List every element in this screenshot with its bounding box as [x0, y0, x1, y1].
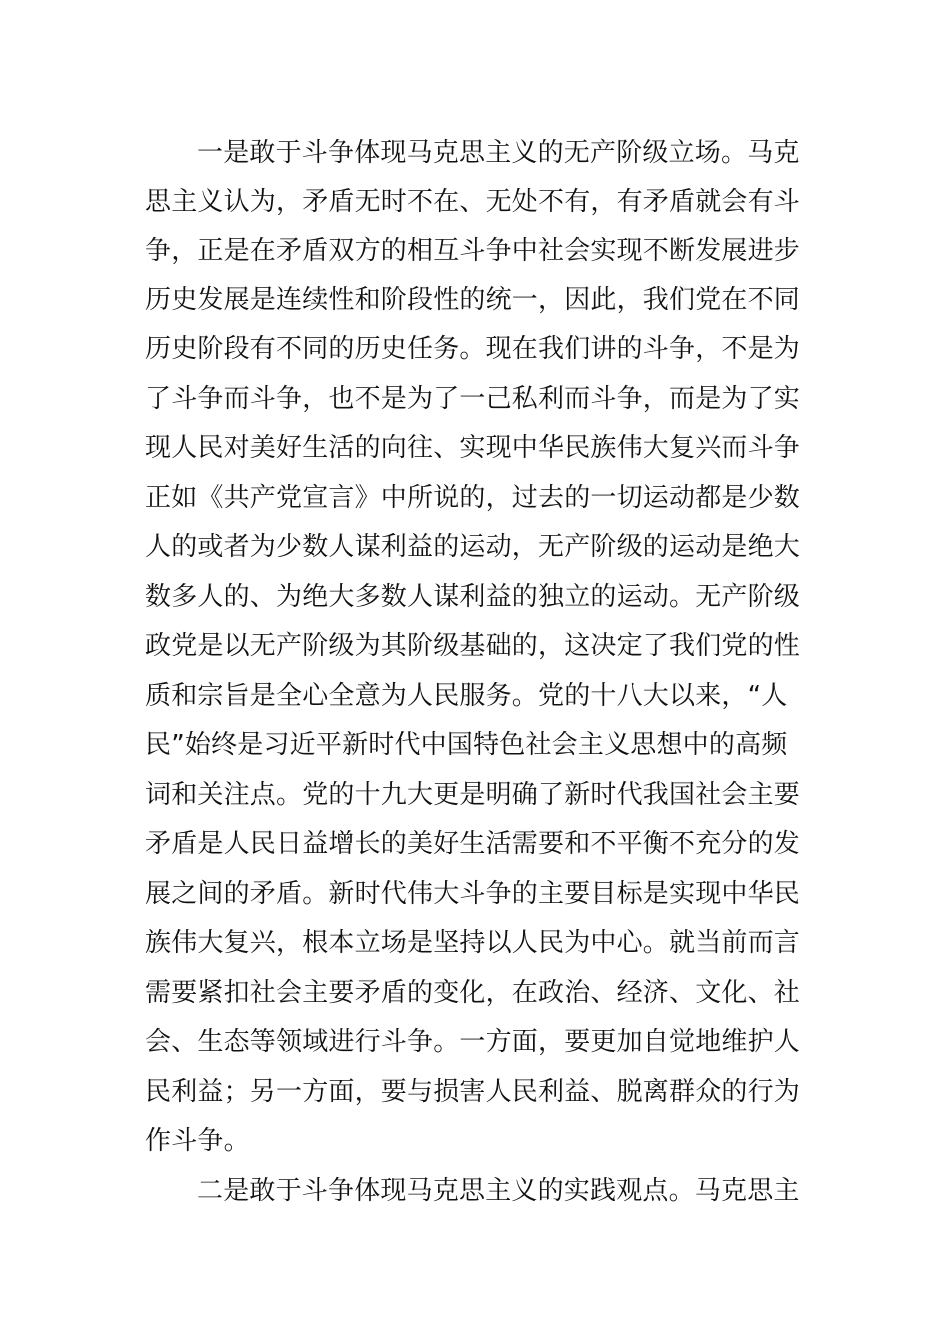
paragraph-1-line-20: 民利益；另一方面，要与损害人民利益、脱离群众的行为 [145, 1077, 801, 1107]
paragraph-1-line-5: 历史阶段有不同的历史任务。现在我们讲的斗争，不是为 [145, 334, 801, 364]
paragraph-2-line-1: 二是敢于斗争体现马克思主义的实践观点。马克思主 [197, 1176, 800, 1206]
paragraph-1-line-15: 矛盾是人民日益增长的美好生活需要和不平衡不充分的发 [145, 829, 801, 859]
paragraph-1-line-14: 词和关注点。党的十九大更是明确了新时代我国社会主要 [145, 780, 801, 810]
paragraph-1-line-3: 争，正是在矛盾双方的相互斗争中社会实现不断发展进步 [145, 236, 801, 266]
paragraph-1-line-1: 一是敢于斗争体现马克思主义的无产阶级立场。马克 [197, 138, 800, 168]
paragraph-1-line-2: 思主义认为，矛盾无时不在、无处不有，有矛盾就会有斗 [145, 187, 801, 217]
paragraph-1-line-19: 会、生态等领域进行斗争。一方面，要更加自觉地维护人 [145, 1027, 801, 1057]
paragraph-1-line-4: 历史发展是连续性和阶段性的统一，因此，我们党在不同 [145, 285, 801, 315]
paragraph-1-line-11: 政党是以无产阶级为其阶级基础的，这决定了我们党的性 [145, 631, 801, 661]
paragraph-1-line-13: 民”始终是习近平新时代中国特色社会主义思想中的高频 [145, 730, 788, 760]
paragraph-1-line-12: 质和宗旨是全心全意为人民服务。党的十八大以来，“人 [145, 681, 788, 711]
paragraph-1-line-21: 作斗争。 [145, 1126, 250, 1156]
paragraph-1-line-9: 人的或者为少数人谋利益的运动，无产阶级的运动是绝大 [145, 532, 801, 562]
paragraph-1-line-18: 需要紧扣社会主要矛盾的变化，在政治、经济、文化、社 [145, 978, 801, 1008]
paragraph-1-line-16: 展之间的矛盾。新时代伟大斗争的主要目标是实现中华民 [145, 879, 801, 909]
paragraph-1-line-17: 族伟大复兴，根本立场是坚持以人民为中心。就当前而言 [145, 928, 801, 958]
paragraph-1-line-6: 了斗争而斗争，也不是为了一己私利而斗争，而是为了实 [145, 384, 801, 414]
paragraph-1-line-10: 数多人的、为绝大多数人谋利益的独立的运动。无产阶级 [145, 582, 801, 612]
paragraph-1-line-8: 正如《共产党宣言》中所说的，过去的一切运动都是少数 [145, 483, 801, 513]
paragraph-1-line-7: 现人民对美好生活的向往、实现中华民族伟大复兴而斗争 [145, 433, 801, 463]
